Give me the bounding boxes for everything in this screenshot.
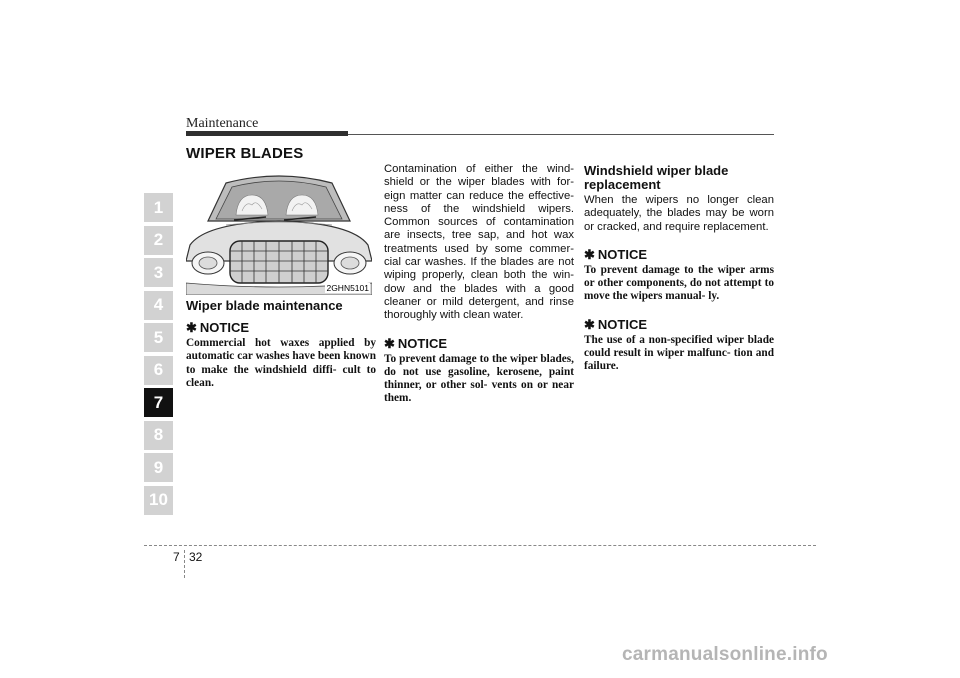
car-front-illustration bbox=[186, 165, 372, 295]
notice-heading bbox=[384, 337, 574, 351]
header-rule-thin bbox=[348, 134, 774, 135]
replacement-paragraph: When the wipers no longer clean adequately, the blades may be worn or cracked, and require replacement. bbox=[584, 194, 774, 233]
figure-code: 2GHN5101 bbox=[326, 283, 369, 293]
header-title: Maintenance bbox=[186, 116, 259, 131]
car-front-icon bbox=[186, 165, 372, 295]
footer-page-number: 32 bbox=[189, 550, 203, 564]
chapter-tab-2[interactable]: 2 bbox=[144, 226, 173, 255]
notice-label: NOTICE bbox=[597, 246, 648, 262]
footer-chapter-number: 7 bbox=[173, 550, 180, 564]
chapter-tab-7[interactable]: 7 bbox=[144, 388, 173, 417]
notice-label: NOTICE bbox=[397, 335, 448, 351]
subhead-wiper-blade-maintenance: Wiper blade maintenance bbox=[186, 298, 343, 313]
chapter-tab-5[interactable]: 5 bbox=[144, 323, 173, 352]
header-rule-thick bbox=[186, 131, 348, 136]
notice-heading bbox=[186, 321, 376, 335]
notice-cross-icon: ✱ bbox=[384, 335, 395, 351]
notice-text: The use of a non-specified wiper blade could result in wiper malfunc- tion and failure. bbox=[584, 333, 774, 373]
notice-label: NOTICE bbox=[597, 316, 648, 332]
watermark: carmanualsonline.info bbox=[622, 644, 828, 665]
column-2 bbox=[384, 163, 574, 406]
chapter-tab-1[interactable]: 1 bbox=[144, 193, 173, 222]
section-title: WIPER BLADES bbox=[186, 145, 304, 162]
notice-text: To prevent damage to the wiper blades, do not use gasoline, kerosene, paint thinner, or other sol- vents on or near them. bbox=[384, 352, 574, 405]
chapter-tab-3[interactable]: 3 bbox=[144, 258, 173, 287]
notice-heading bbox=[584, 248, 774, 262]
column-1 bbox=[186, 165, 376, 390]
notice-heading bbox=[584, 318, 774, 332]
notice-text: Commercial hot waxes applied by automatic car washes have been known to make the windshield diffi- cult to clean. bbox=[186, 337, 376, 389]
chapter-tab-4[interactable]: 4 bbox=[144, 291, 173, 320]
notice-label: NOTICE bbox=[199, 320, 250, 335]
notice-cross-icon: ✱ bbox=[186, 320, 197, 335]
column-3 bbox=[584, 164, 774, 374]
subhead-windshield-wiper-blade-replacement: Windshield wiper blade replacement bbox=[584, 163, 729, 192]
chapter-tabs bbox=[144, 193, 173, 518]
chapter-tab-8[interactable]: 8 bbox=[144, 421, 173, 450]
notice-text: To prevent damage to the wiper arms or other components, do not attempt to move the wipers manual- ly. bbox=[584, 263, 774, 303]
footer-rule bbox=[144, 545, 816, 546]
footer-divider bbox=[184, 550, 185, 578]
chapter-tab-6[interactable]: 6 bbox=[144, 356, 173, 385]
chapter-tab-9[interactable]: 9 bbox=[144, 453, 173, 482]
notice-cross-icon: ✱ bbox=[584, 316, 595, 332]
chapter-tab-10[interactable]: 10 bbox=[144, 486, 173, 515]
notice-cross-icon: ✱ bbox=[584, 246, 595, 262]
contamination-paragraph: Contamination of either the wind- shield or the wiper blades with for- eign matter can reduce the effective- ness of the windshield wipers. Common sources of contamination are insects, tree sap, and hot wax treatments used by some commer- cial car washes. If the blades are not wiping properly, clean both the win- dow and the blades with a good cleaner or mild detergent, and rinse thoroughly with clean water. bbox=[384, 163, 574, 322]
